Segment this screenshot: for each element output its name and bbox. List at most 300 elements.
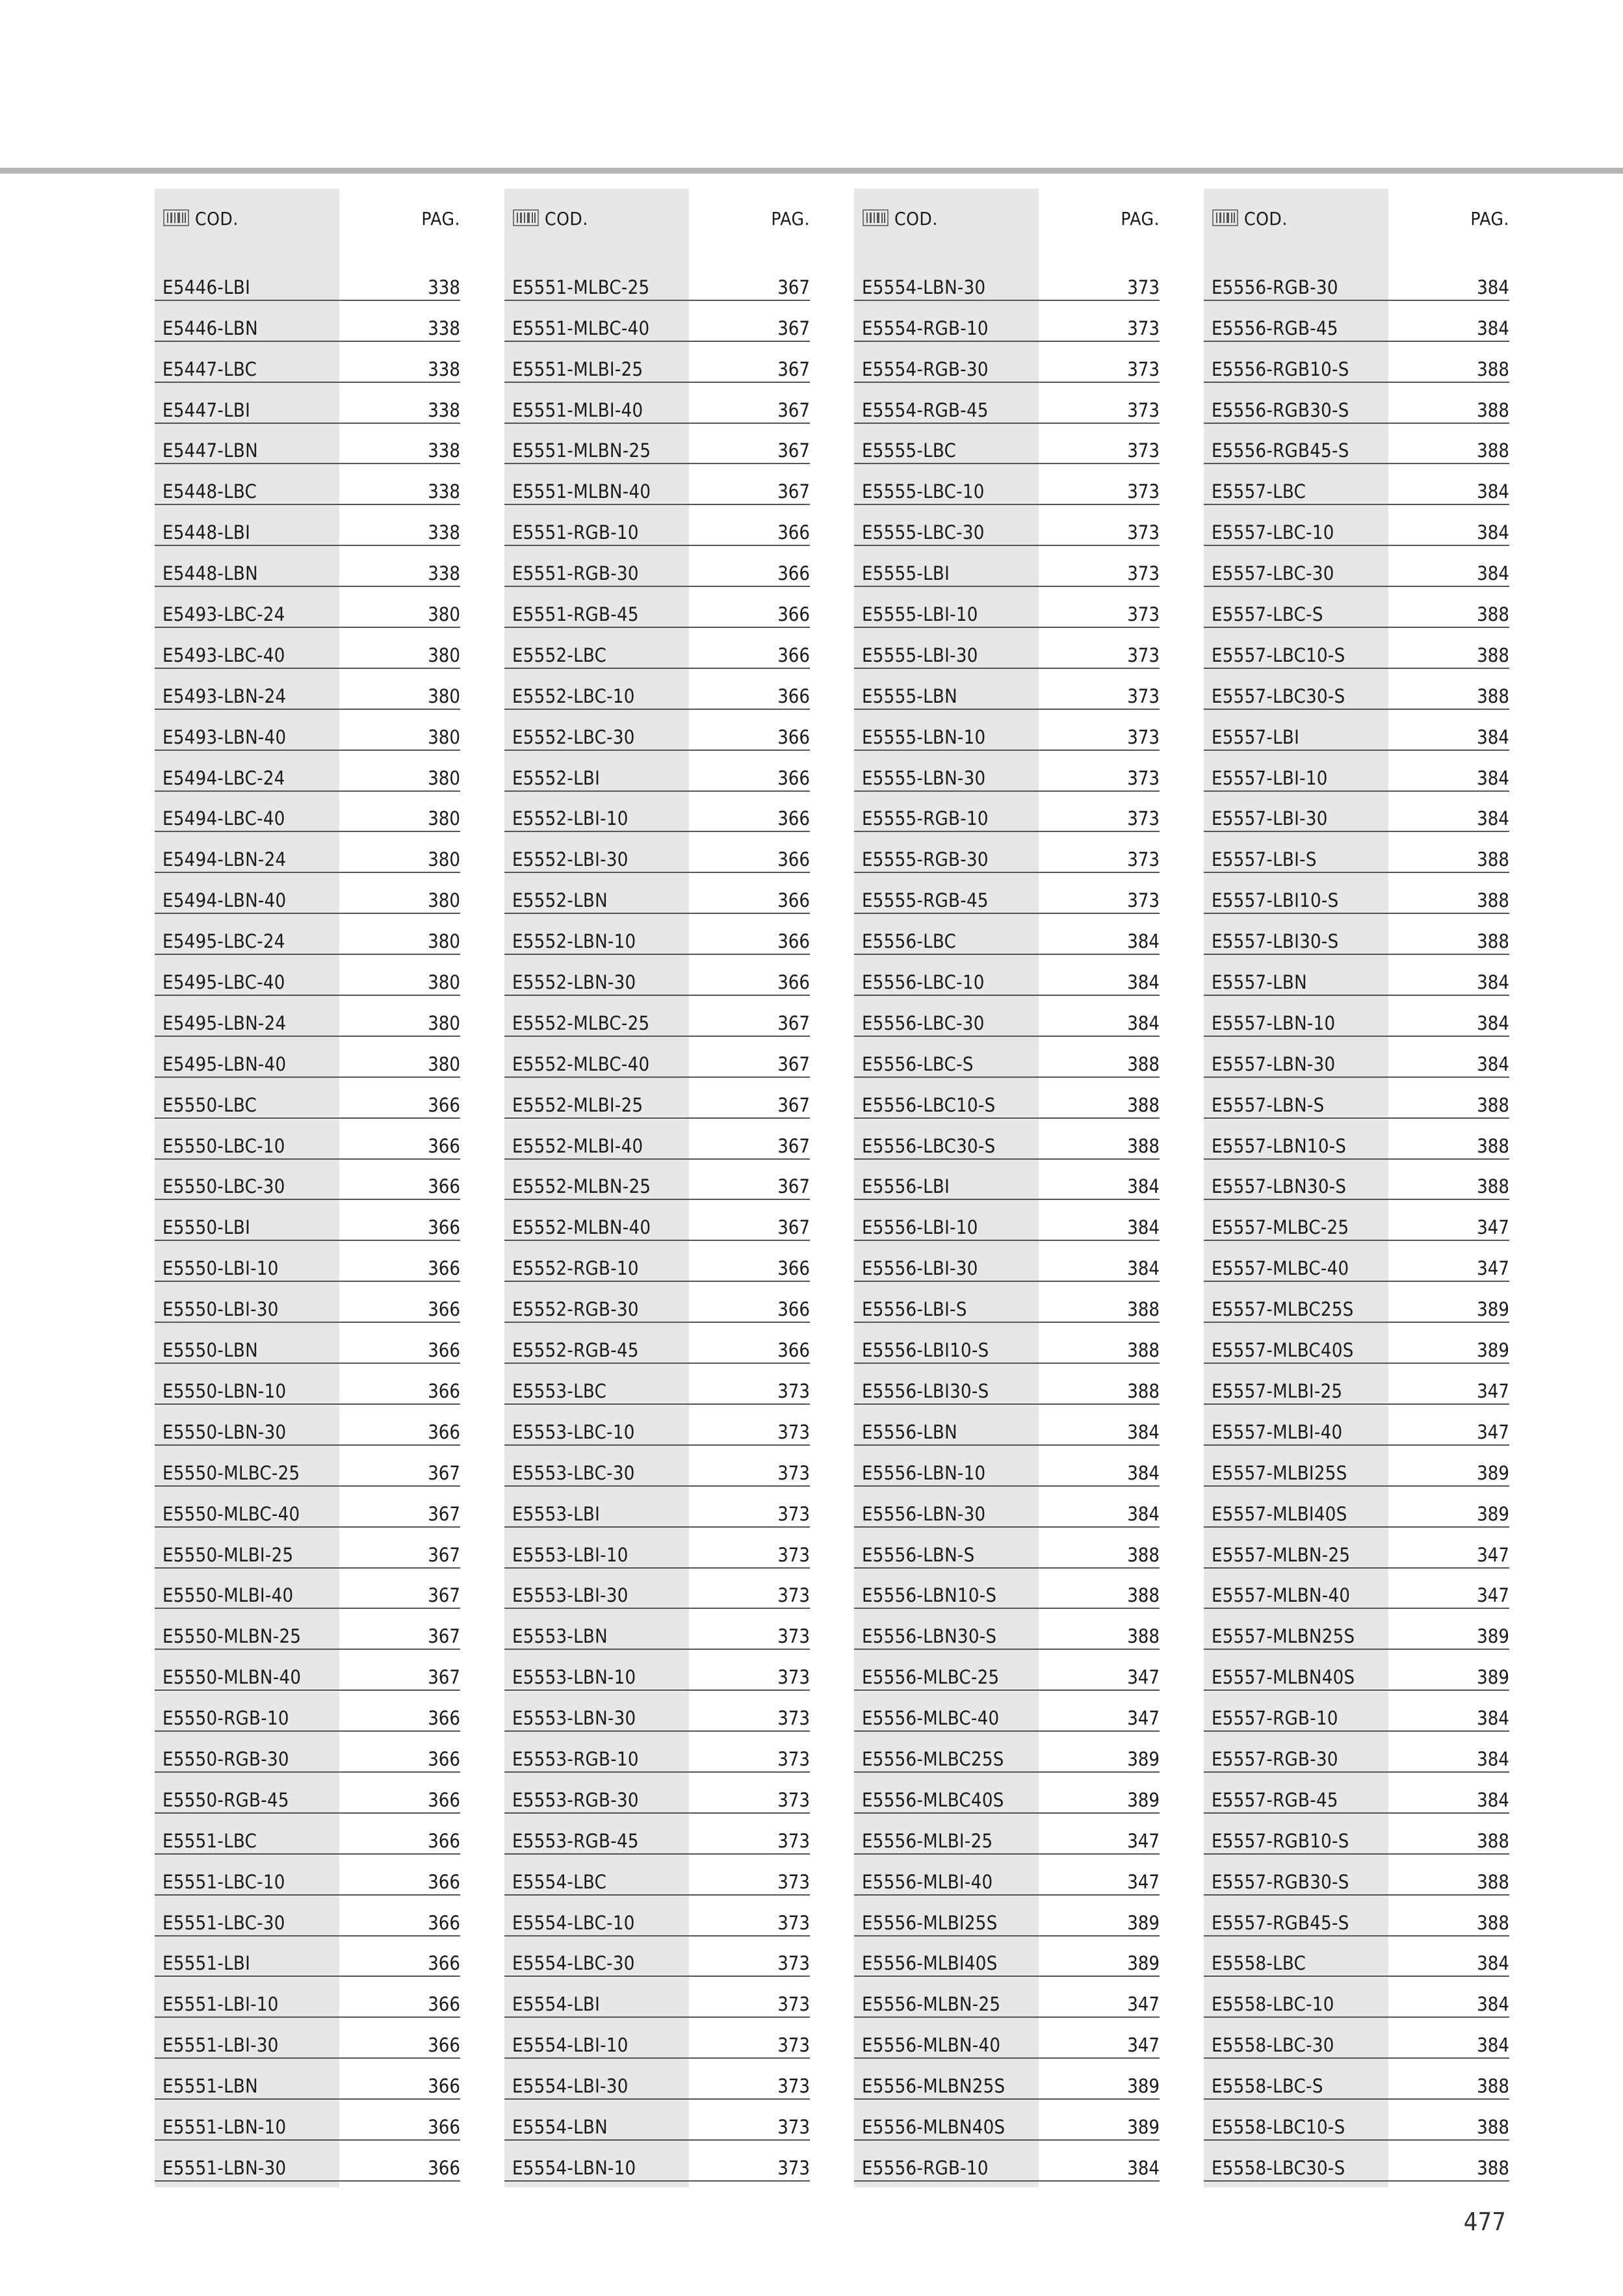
product-code: E5556-MLBN-40 [862,2034,1001,2057]
index-row [1204,1855,1509,1896]
index-row [854,1650,1160,1691]
product-code: E5550-LBN-30 [162,1420,287,1443]
product-code: E5556-LBI10-S [862,1339,989,1362]
page-reference: 384 [1127,1175,1160,1198]
product-code: E5551-LBI [162,1952,251,1975]
index-row [854,832,1160,873]
product-code: E5554-LBC-10 [512,1911,635,1934]
index-row [504,587,810,628]
index-row [504,1528,810,1569]
product-code: E5495-LBN-24 [162,1011,287,1034]
index-row [854,260,1160,301]
page-reference: 389 [1127,1952,1160,1975]
page-reference: 367 [777,1093,810,1116]
product-code: E5493-LBC-24 [162,603,285,626]
product-code: E5554-RGB-45 [862,398,989,421]
index-row [1204,669,1509,710]
product-code: E5551-RGB-30 [512,562,639,585]
page-reference: 347 [1127,1707,1160,1730]
page-reference: 366 [777,1257,810,1280]
product-code: E5556-MLBC-40 [862,1707,1000,1730]
page-reference: 373 [777,1870,810,1893]
page-reference: 373 [777,1584,810,1607]
page-reference: 388 [1477,1870,1509,1893]
product-code: E5558-LBC30-S [1212,2156,1345,2179]
index-row [1204,1200,1509,1241]
product-code: E5556-MLBI40S [862,1952,998,1975]
page-reference: 373 [777,1747,810,1770]
index-row [504,546,810,587]
product-code: E5556-MLBC-25 [862,1666,1000,1689]
index-row [155,587,460,628]
product-code: E5552-LBI [512,766,601,789]
product-code: E5550-LBC-30 [162,1175,285,1198]
page-reference: 367 [777,1134,810,1157]
product-code: E5556-LBC-30 [862,1011,985,1034]
page-reference: 384 [1477,2034,1509,2057]
page-reference: 366 [428,1257,460,1280]
index-row [854,1200,1160,1241]
index-row [1204,260,1509,301]
page-reference: 373 [1127,766,1160,789]
product-code: E5555-LBI-10 [862,603,978,626]
index-column-4 [1204,189,1509,2182]
index-row [854,1937,1160,1977]
product-code: E5493-LBN-24 [162,685,287,707]
index-row [504,710,810,751]
product-code: E5554-RGB-10 [862,317,989,339]
product-code: E5558-LBC-S [1212,2075,1323,2098]
page-reference: 384 [1477,1747,1509,1770]
index-row [155,383,460,424]
product-code: E5557-LBI-30 [1212,807,1328,830]
product-code: E5556-RGB30-S [1212,398,1349,421]
page-reference: 388 [1477,358,1509,380]
product-code: E5557-MLBC-40 [1212,1257,1349,1280]
product-code: E5553-LBN-10 [512,1666,636,1689]
product-code: E5447-LBI [162,398,251,421]
product-code: E5556-LBC10-S [862,1093,996,1116]
page-reference: 366 [428,1216,460,1239]
index-column-1 [155,189,460,2182]
product-code: E5550-LBN-10 [162,1379,287,1402]
page-reference: 366 [777,807,810,830]
index-row [854,1732,1160,1773]
page-reference: 373 [777,1707,810,1730]
page-reference: 389 [1127,2115,1160,2138]
index-row [504,1037,810,1078]
product-code: E5552-LBN-30 [512,971,636,994]
index-row [854,1569,1160,1610]
index-row [155,955,460,996]
index-row [155,260,460,301]
page-reference: 388 [1127,1543,1160,1566]
product-code: E5552-LBI-10 [512,807,629,830]
product-code: E5557-LBN [1212,971,1307,994]
product-code: E5550-MLBC-40 [162,1502,300,1525]
product-code: E5550-MLBC-25 [162,1461,300,1484]
index-row [504,1078,810,1119]
product-code: E5557-MLBN40S [1212,1666,1355,1689]
page-reference: 366 [428,1339,460,1362]
index-row [1204,546,1509,587]
product-code: E5557-MLBC40S [1212,1339,1354,1362]
index-row [504,1487,810,1528]
index-row [1204,2100,1509,2141]
page-reference: 389 [1477,1461,1509,1484]
page-reference: 373 [777,1666,810,1689]
product-code: E5555-LBC-10 [862,480,985,503]
index-row [504,1937,810,1977]
page-reference: 384 [1477,562,1509,585]
index-row [155,1200,460,1241]
product-code: E5553-LBC [512,1379,607,1402]
index-row [854,914,1160,955]
index-row [854,1814,1160,1855]
page-reference: 373 [1127,685,1160,707]
pag-header: PAG. [771,208,810,229]
product-code: E5556-LBN30-S [862,1625,997,1648]
pag-header: PAG. [1121,208,1160,229]
product-code: E5550-MLBI-25 [162,1543,294,1566]
product-code: E5555-RGB-30 [862,848,989,871]
page-reference: 388 [1477,2075,1509,2098]
product-code: E5447-LBC [162,358,257,380]
index-row [504,1773,810,1814]
index-row [155,792,460,833]
product-code: E5555-LBI-30 [862,644,978,666]
page-reference: 388 [1477,398,1509,421]
page-reference: 338 [428,276,460,298]
page-reference: 380 [428,1052,460,1075]
index-row [504,2018,810,2059]
product-code: E5552-RGB-45 [512,1339,639,1362]
index-row [854,587,1160,628]
index-row [155,996,460,1037]
rows [155,260,460,2182]
product-code: E5552-MLBI-25 [512,1093,643,1116]
page-reference: 380 [428,807,460,830]
page-reference: 366 [428,2156,460,2179]
page-reference: 347 [1127,1666,1160,1689]
index-row [155,832,460,873]
page-reference: 367 [428,1666,460,1689]
product-code: E5557-LBN-10 [1212,1011,1336,1034]
index-row [1204,996,1509,1037]
product-code: E5550-RGB-10 [162,1707,289,1730]
product-code: E5493-LBN-40 [162,725,287,748]
page-reference: 373 [777,1788,810,1811]
product-code: E5557-MLBI40S [1212,1502,1347,1525]
product-code: E5551-MLBC-40 [512,317,650,339]
page-reference: 366 [428,1134,460,1157]
index-row [504,1814,810,1855]
page-reference: 380 [428,725,460,748]
index-row [854,424,1160,465]
index-row [1204,1160,1509,1201]
product-code: E5556-LBI-S [862,1298,967,1321]
index-row [155,751,460,792]
index-row [1204,832,1509,873]
product-code: E5558-LBC [1212,1952,1306,1975]
page-reference: 388 [1127,1134,1160,1157]
product-code: E5555-LBI [862,562,950,585]
cod-header: COD. [1244,208,1288,229]
index-row [854,1528,1160,1569]
product-code: E5552-LBC-30 [512,725,635,748]
column-header [854,189,1160,260]
index-row [1204,1487,1509,1528]
index-row [854,1487,1160,1528]
index-row [155,1405,460,1446]
index-row [854,464,1160,505]
index-row [1204,1650,1509,1691]
index-row [1204,464,1509,505]
index-row [155,2018,460,2059]
product-code: E5557-RGB45-S [1212,1911,1349,1934]
product-code: E5557-LBC-10 [1212,521,1334,544]
product-code: E5552-RGB-30 [512,1298,639,1321]
page-reference: 373 [1127,848,1160,871]
index-row [155,464,460,505]
index-row [1204,587,1509,628]
page-reference: 388 [1127,1052,1160,1075]
index-row [155,1487,460,1528]
page-reference: 367 [428,1461,460,1484]
index-row [504,1609,810,1650]
page-reference: 366 [428,1993,460,2016]
column-header [155,189,460,260]
product-code: E5554-RGB-30 [862,358,989,380]
index-row [854,751,1160,792]
page-reference: 373 [777,2034,810,2057]
product-code: E5554-LBN-10 [512,2156,636,2179]
product-code: E5551-LBN-30 [162,2156,287,2179]
page-reference: 366 [777,1339,810,1362]
product-code: E5550-MLBN-25 [162,1625,302,1648]
page-reference: 367 [428,1543,460,1566]
product-code: E5557-MLBN-25 [1212,1543,1351,1566]
index-row [155,1037,460,1078]
index-row [854,792,1160,833]
product-code: E5556-LBC [862,930,957,953]
product-code: E5557-LBN-S [1212,1093,1325,1116]
index-row [155,1977,460,2018]
page-reference: 388 [1477,1134,1509,1157]
product-code: E5556-LBN10-S [862,1584,997,1607]
page-reference: 389 [1127,2075,1160,2098]
product-code: E5556-LBN-10 [862,1461,986,1484]
page-reference: 373 [777,1543,810,1566]
page-reference: 367 [777,1011,810,1034]
product-code: E5556-RGB-30 [1212,276,1338,298]
page-reference: 384 [1127,1461,1160,1484]
product-code: E5557-LBN30-S [1212,1175,1347,1198]
page-reference: 347 [1477,1379,1509,1402]
page-reference: 380 [428,930,460,953]
page-reference: 388 [1477,930,1509,953]
index-row [1204,505,1509,546]
product-code: E5551-LBI-30 [162,2034,279,2057]
page-reference: 384 [1477,807,1509,830]
index-row [1204,1977,1509,2018]
product-code: E5552-LBN [512,889,608,912]
product-code: E5556-LBI-30 [862,1257,978,1280]
product-code: E5552-MLBC-25 [512,1011,650,1034]
product-code: E5494-LBC-40 [162,807,285,830]
index-row [504,1977,810,2018]
index-row [854,1977,1160,2018]
index-row [1204,710,1509,751]
index-row [854,383,1160,424]
page-reference: 388 [1477,685,1509,707]
page-reference: 367 [777,317,810,339]
cod-header: COD. [195,208,239,229]
product-code: E5552-MLBC-40 [512,1052,650,1075]
product-code: E5493-LBC-40 [162,644,285,666]
index-row [1204,914,1509,955]
index-row [504,832,810,873]
page-reference: 373 [1127,358,1160,380]
page-reference: 366 [428,1747,460,1770]
index-row [155,1323,460,1364]
page-reference: 366 [428,1829,460,1852]
index-row [504,955,810,996]
index-row [854,1896,1160,1937]
product-code: E5554-LBI-10 [512,2034,629,2057]
page-reference: 347 [1127,2034,1160,2057]
product-code: E5551-LBC-30 [162,1911,285,1934]
index-row [504,1896,810,1937]
product-code: E5558-LBC10-S [1212,2115,1345,2138]
page-reference: 367 [777,439,810,462]
page-reference: 366 [428,1870,460,1893]
index-row [155,1160,460,1201]
page-number: 477 [1463,2208,1506,2236]
index-row [504,1119,810,1160]
page-reference: 366 [777,971,810,994]
page-reference: 373 [1127,603,1160,626]
index-row [1204,1814,1509,1855]
index-row [504,1569,810,1610]
product-code: E5551-LBI-10 [162,1993,279,2016]
index-row [155,1569,460,1610]
page-reference: 373 [1127,398,1160,421]
product-code: E5556-LBN-30 [862,1502,986,1525]
page-reference: 388 [1127,1584,1160,1607]
page-reference: 384 [1127,1420,1160,1443]
product-code: E5553-LBN [512,1625,608,1648]
top-rule [0,168,1623,174]
product-code: E5553-LBI [512,1502,601,1525]
page-reference: 366 [777,1298,810,1321]
page-reference: 388 [1127,1298,1160,1321]
product-code: E5555-LBC-30 [862,521,985,544]
page-reference: 373 [777,1502,810,1525]
index-column-3 [854,189,1160,2182]
index-row [155,342,460,383]
page-reference: 366 [428,1952,460,1975]
product-code: E5552-LBI-30 [512,848,629,871]
product-code: E5551-LBC [162,1829,257,1852]
page-reference: 380 [428,1011,460,1034]
index-row [504,1160,810,1201]
page-reference: 380 [428,644,460,666]
page-reference: 347 [1127,1829,1160,1852]
product-code: E5446-LBI [162,276,251,298]
page-reference: 338 [428,317,460,339]
product-code: E5550-LBI-10 [162,1257,279,1280]
product-code: E5551-RGB-10 [512,521,639,544]
product-code: E5557-LBN10-S [1212,1134,1347,1157]
page-reference: 366 [777,889,810,912]
page-reference: 384 [1127,1257,1160,1280]
page-reference: 347 [1477,1543,1509,1566]
index-row [504,751,810,792]
index-row [155,1446,460,1487]
product-code: E5557-RGB-45 [1212,1788,1338,1811]
page-reference: 389 [1127,1911,1160,1934]
index-row [155,2141,460,2182]
product-code: E5557-MLBN25S [1212,1625,1355,1648]
page-reference: 388 [1127,1339,1160,1362]
product-code: E5557-LBI10-S [1212,889,1339,912]
page-reference: 366 [428,1093,460,1116]
index-row [854,342,1160,383]
index-row [155,1732,460,1773]
product-code: E5558-LBC-30 [1212,2034,1334,2057]
page-reference: 384 [1127,1216,1160,1239]
index-row [155,546,460,587]
page-reference: 384 [1127,1502,1160,1525]
index-row [155,710,460,751]
index-column-2 [504,189,810,2182]
index-row [155,301,460,342]
product-code: E5556-RGB10-S [1212,358,1349,380]
index-row [504,1364,810,1405]
index-row [504,996,810,1037]
page-reference: 389 [1477,1339,1509,1362]
page-reference: 347 [1127,1870,1160,1893]
rows [1204,260,1509,2182]
page-reference: 373 [777,1829,810,1852]
page-reference: 373 [1127,480,1160,503]
index-row [504,301,810,342]
product-code: E5551-MLBI-40 [512,398,643,421]
index-row [155,1937,460,1977]
index-row [155,669,460,710]
product-code: E5554-LBI-30 [512,2075,629,2098]
page-reference: 367 [777,358,810,380]
index-row [504,792,810,833]
index-row [504,1446,810,1487]
product-code: E5557-MLBC-25 [1212,1216,1349,1239]
product-code: E5447-LBN [162,439,258,462]
index-row [504,628,810,669]
page-reference: 388 [1477,603,1509,626]
page-reference: 373 [777,2156,810,2179]
product-code: E5556-RGB-45 [1212,317,1338,339]
page-reference: 389 [1127,1747,1160,1770]
product-code: E5556-LBC30-S [862,1134,996,1157]
product-code: E5555-LBN-30 [862,766,986,789]
page-reference: 366 [777,685,810,707]
page-reference: 373 [777,1625,810,1648]
product-code: E5557-LBC10-S [1212,644,1345,666]
index-row [504,342,810,383]
index-row [504,1282,810,1323]
product-code: E5557-MLBI25S [1212,1461,1347,1484]
